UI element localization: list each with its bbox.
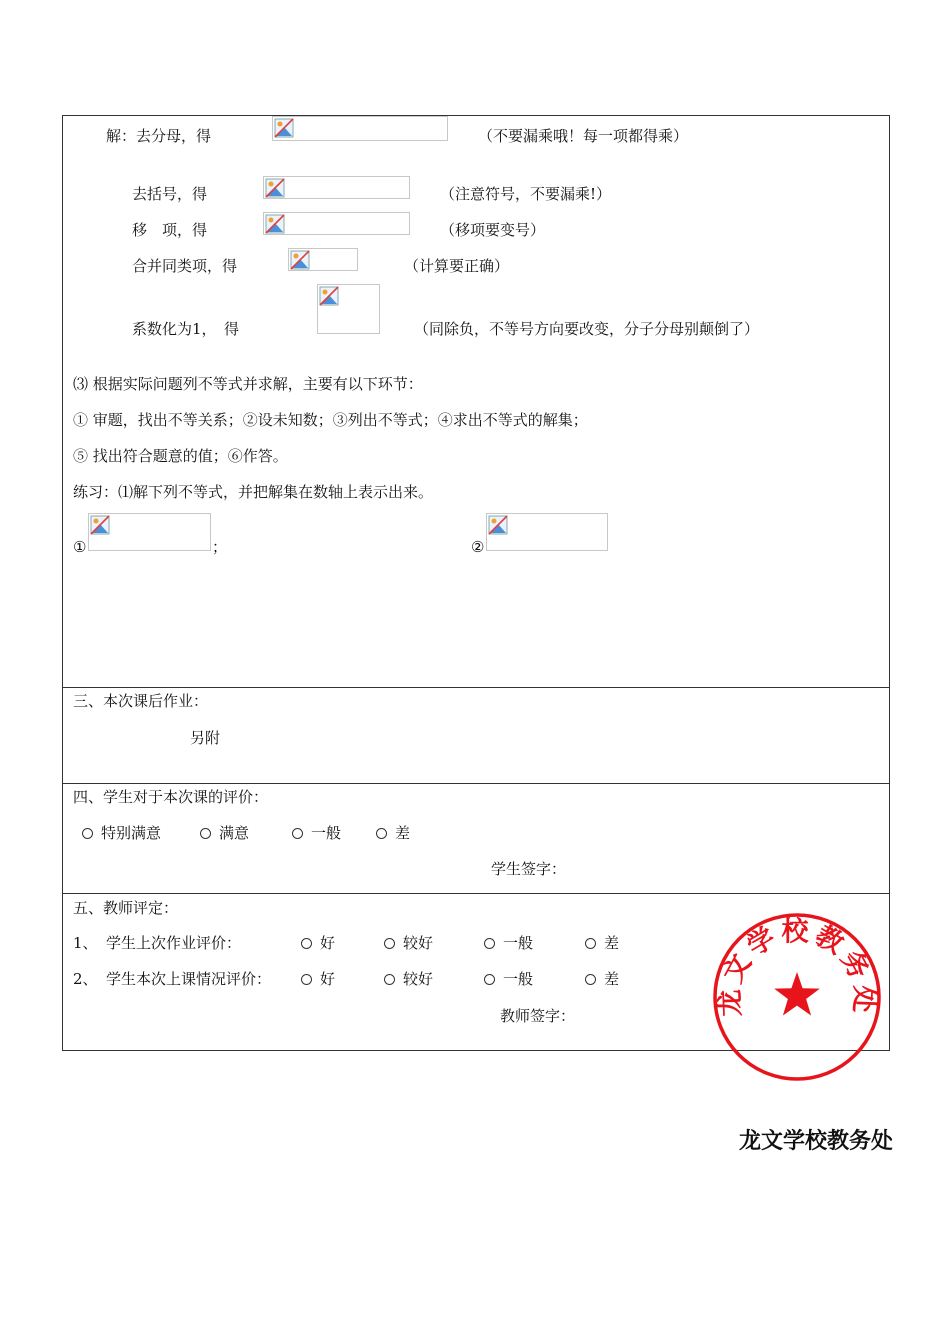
exercise-prompt: 练习：⑴解下列不等式，并把解集在数轴上表示出来。	[73, 483, 434, 501]
radio-icon[interactable]	[292, 828, 303, 839]
teacher-signature-label: 教师签字：	[500, 1007, 576, 1025]
step-label: 解：去分母，得	[106, 127, 212, 145]
row-divider	[62, 687, 890, 688]
radio-icon[interactable]	[82, 828, 93, 839]
step-label: 移 项，得	[132, 221, 208, 239]
question-number: ①	[73, 538, 87, 556]
radio-option-good[interactable]	[301, 933, 335, 953]
row-divider	[62, 893, 890, 894]
broken-image-icon	[274, 118, 294, 138]
option-label: 差	[395, 824, 411, 842]
step-hint: （同除负，不等号方向要改变，分子分母别颠倒了）	[414, 320, 760, 338]
option-label: 一般	[503, 970, 534, 988]
option-label: 特别满意	[101, 824, 162, 842]
text-line: ⑤ 找出符合题意的值；⑥作答。	[73, 447, 288, 465]
step-hint: （不要漏乘哦！每一项都得乘）	[478, 127, 689, 145]
student-eval-title: 四、学生对于本次课的评价：	[73, 788, 269, 806]
seal-star-icon	[774, 972, 820, 1016]
step-hint: （移项要变号）	[440, 221, 546, 239]
radio-icon[interactable]	[585, 938, 596, 949]
formula-image	[486, 513, 608, 551]
broken-image-icon	[488, 515, 508, 535]
radio-icon[interactable]	[301, 974, 312, 985]
radio-option-poor[interactable]	[585, 933, 619, 953]
formula-image	[263, 212, 410, 235]
broken-image-icon	[290, 250, 310, 270]
option-label: 好	[320, 970, 336, 988]
option-label: 差	[604, 934, 620, 952]
row-label: 学生上次作业评价：	[106, 934, 242, 952]
radio-icon[interactable]	[200, 828, 211, 839]
option-label: 好	[320, 934, 336, 952]
footer-org-name: 龙文学校教务处	[738, 1128, 893, 1154]
radio-option-fairly-good[interactable]	[384, 969, 433, 989]
radio-icon[interactable]	[376, 828, 387, 839]
radio-icon[interactable]	[484, 974, 495, 985]
teacher-eval-title: 五、教师评定：	[73, 899, 179, 917]
step-label: 去括号，得	[132, 185, 208, 203]
formula-image	[263, 176, 410, 199]
option-label: 较好	[403, 934, 434, 952]
radio-option-good[interactable]	[301, 969, 335, 989]
homework-title: 三、本次课后作业：	[73, 692, 209, 710]
row-divider	[62, 783, 890, 784]
broken-image-icon	[90, 515, 110, 535]
separator-text: ；	[212, 538, 228, 556]
step-label: 合并同类项，得	[132, 257, 238, 275]
radio-icon[interactable]	[384, 938, 395, 949]
broken-image-icon	[265, 178, 285, 198]
formula-image	[88, 513, 211, 551]
radio-icon[interactable]	[484, 938, 495, 949]
formula-image	[272, 116, 448, 141]
question-number: ②	[471, 538, 485, 556]
formula-image	[317, 284, 380, 334]
radio-option-average[interactable]	[484, 933, 533, 953]
formula-image	[288, 248, 358, 271]
step-label: 系数化为1， 得	[132, 320, 240, 338]
radio-option-average[interactable]	[484, 969, 533, 989]
option-label: 一般	[503, 934, 534, 952]
text-line: ① 审题，找出不等关系；②设未知数；③列出不等式；④求出不等式的解集；	[73, 411, 588, 429]
option-label: 差	[604, 970, 620, 988]
row-label: 学生本次上课情况评价：	[106, 970, 272, 988]
section-heading: ⑶ 根据实际问题列不等式并求解，主要有以下环节：	[73, 375, 423, 393]
official-seal-stamp	[712, 912, 882, 1082]
broken-image-icon	[265, 214, 285, 234]
radio-option-poor[interactable]	[376, 823, 410, 843]
radio-option-very-satisfied[interactable]	[82, 823, 161, 843]
row-number: 2、	[73, 970, 98, 988]
radio-option-satisfied[interactable]	[200, 823, 249, 843]
option-label: 满意	[219, 824, 250, 842]
option-label: 较好	[403, 970, 434, 988]
step-hint: （计算要正确）	[404, 257, 510, 275]
seal-text-path: 龙文学校教务处	[714, 916, 880, 1018]
radio-option-fairly-good[interactable]	[384, 933, 433, 953]
radio-icon[interactable]	[585, 974, 596, 985]
option-label: 一般	[311, 824, 342, 842]
radio-option-poor[interactable]	[585, 969, 619, 989]
step-hint: （注意符号，不要漏乘!）	[440, 185, 612, 203]
radio-icon[interactable]	[301, 938, 312, 949]
homework-content: 另附	[190, 729, 221, 747]
radio-icon[interactable]	[384, 974, 395, 985]
student-signature-label: 学生签字：	[491, 860, 567, 878]
row-number: 1、	[73, 934, 98, 952]
broken-image-icon	[319, 286, 339, 306]
radio-option-average[interactable]	[292, 823, 341, 843]
